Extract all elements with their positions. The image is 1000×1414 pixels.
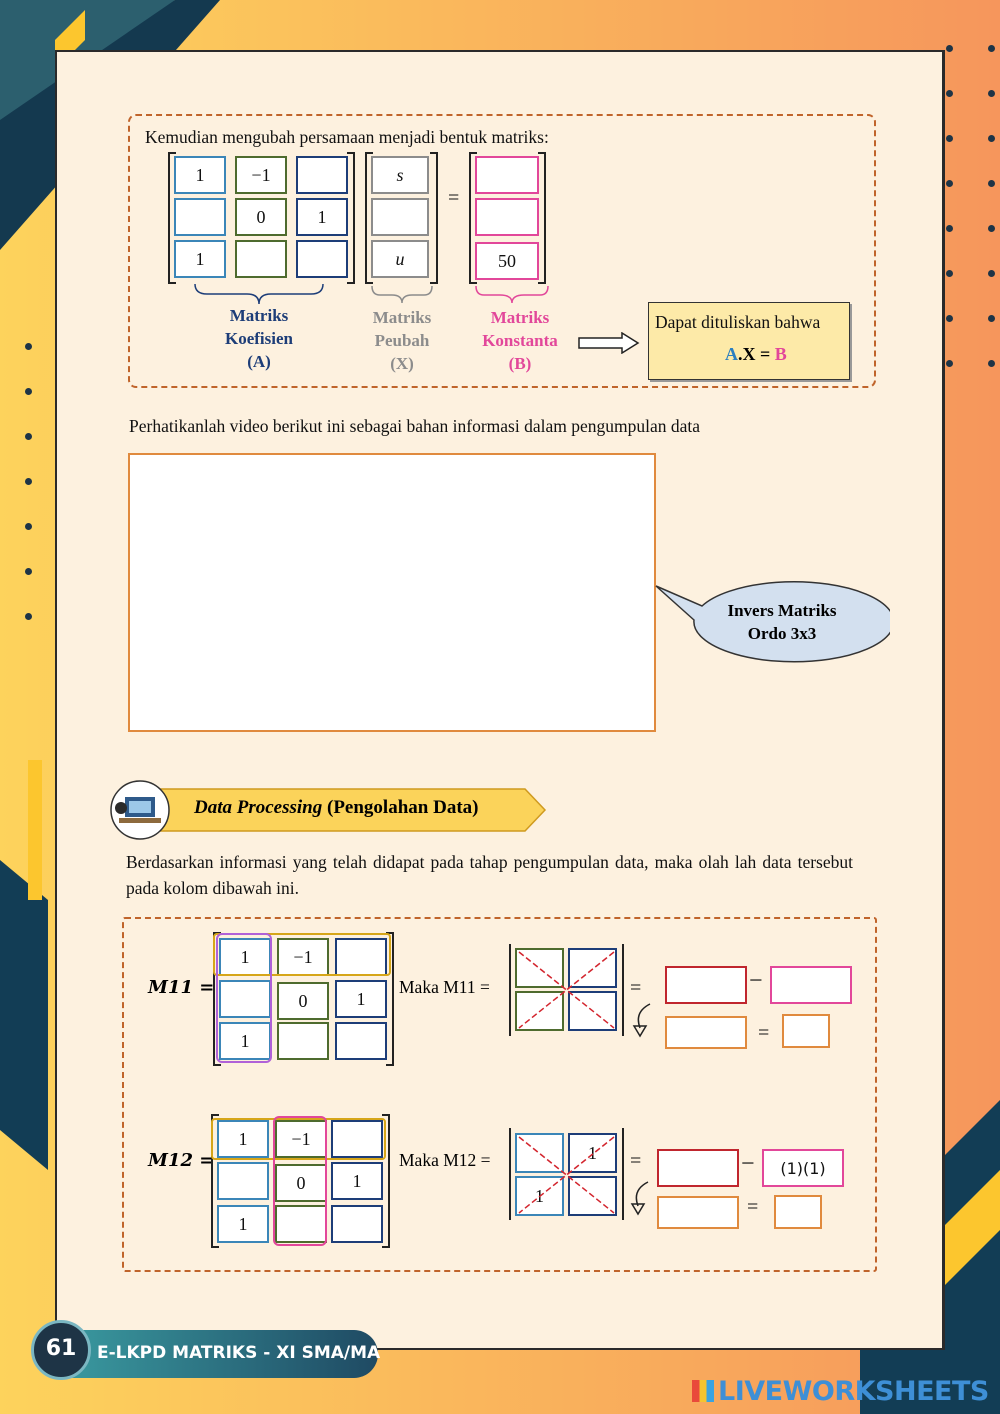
- m11-column-highlight: [216, 933, 272, 1063]
- section-title: Data Processing (Pengolahan Data): [194, 797, 479, 818]
- coef-cell: 1: [174, 240, 226, 278]
- label-matriks-konstanta: Matriks Konstanta (B): [482, 308, 558, 373]
- label-matriks-koefisien: Matriks Koefisien (A): [225, 306, 293, 371]
- m11-result-input[interactable]: [782, 1014, 830, 1048]
- m11-cross-arrows: [515, 948, 618, 1032]
- video-frame[interactable]: [128, 453, 656, 732]
- m12-cell: [331, 1205, 383, 1243]
- m11-cell: 0: [277, 982, 329, 1020]
- m12-maka: Maka M12 =: [399, 1150, 491, 1170]
- m12-cell: [217, 1162, 269, 1200]
- bubble-text: Invers Matriks Ordo 3x3: [727, 601, 837, 643]
- m11-label: M11 =: [148, 977, 215, 998]
- const-cell: 50: [475, 242, 539, 280]
- m12-product-input[interactable]: [657, 1149, 739, 1187]
- note-title: Dapat dituliskan bahwa: [655, 312, 821, 332]
- m11-curve-arrow-icon: [630, 1000, 656, 1038]
- coef-cell: 1: [296, 198, 348, 236]
- logo-icon: [692, 1380, 714, 1402]
- m11-minus: −: [749, 968, 763, 994]
- var-cell-u: u: [371, 240, 429, 278]
- m12-det-bar-right: [622, 1128, 624, 1220]
- m12-cell: 1: [217, 1205, 269, 1243]
- m12-curve-arrow-icon: [628, 1178, 654, 1216]
- m11-difference-input[interactable]: [665, 1016, 747, 1049]
- m12-label: M12 =: [148, 1150, 215, 1171]
- m12-difference-input[interactable]: [657, 1196, 739, 1229]
- coef-cell: 0: [235, 198, 287, 236]
- m12-det-cell: 1: [515, 1176, 564, 1216]
- var-cell-s: s: [371, 156, 429, 194]
- m11-cell: [335, 1022, 387, 1060]
- m11-cell: 1: [219, 1022, 271, 1060]
- m12-cell: 1: [331, 1162, 383, 1200]
- matrix-intro-text: Kemudian mengubah persamaan menjadi bentuk matriks:: [145, 127, 549, 147]
- m11-product-input[interactable]: [770, 966, 852, 1004]
- m12-result-input[interactable]: [774, 1195, 822, 1229]
- m12-column-highlight: [273, 1116, 327, 1246]
- video-prompt: Perhatikanlah video berikut ini sebagai bahan informasi dalam pengumpulan data: [129, 416, 701, 436]
- m11-cell: 1: [219, 938, 271, 976]
- processing-instructions: Berdasarkan informasi yang telah didapat pada tahap pengumpulan data, maka olah lah data tersebut pada kolom dibawah ini.: [126, 852, 853, 898]
- m12-cell: −1: [275, 1120, 327, 1158]
- page-number: 61: [45, 1336, 77, 1361]
- coef-cell: 1: [174, 156, 226, 194]
- m11-det-bar-left: [509, 944, 511, 1036]
- m11-cell: 1: [335, 980, 387, 1018]
- m12-minus: −: [741, 1151, 755, 1177]
- liveworksheets-logo: LIVEWORKSHEETS: [692, 1374, 989, 1408]
- m11-cell: [277, 1022, 329, 1060]
- note-card: [648, 302, 850, 380]
- m12-equals: =: [630, 1150, 642, 1172]
- coef-cell: −1: [235, 156, 287, 194]
- m12-product-value: (1)(1): [762, 1149, 844, 1187]
- note-formula: A.X = B: [725, 344, 787, 364]
- m11-product-input[interactable]: [665, 966, 747, 1004]
- matrix-equals: =: [448, 187, 460, 209]
- matrix-braces: [0, 0, 1000, 320]
- m11-cell: −1: [277, 938, 329, 976]
- m11-equals: =: [630, 977, 642, 999]
- m11-det-bar-right: [622, 944, 624, 1036]
- m12-cross-arrows: [515, 1133, 618, 1217]
- m11-result-equals: =: [758, 1022, 770, 1044]
- label-matriks-peubah: Matriks Peubah (X): [372, 308, 432, 373]
- m12-result-equals: =: [747, 1196, 759, 1218]
- m11-maka: Maka M11 =: [399, 977, 490, 997]
- m12-det-cell: 1: [568, 1133, 617, 1173]
- footer-title: E-LKPD MATRIKS - XI SMA/MA: [97, 1343, 381, 1363]
- m12-det-bar-left: [509, 1128, 511, 1220]
- m12-cell: 0: [275, 1164, 327, 1202]
- m12-cell: 1: [217, 1120, 269, 1158]
- arrow-right-icon: [578, 332, 640, 354]
